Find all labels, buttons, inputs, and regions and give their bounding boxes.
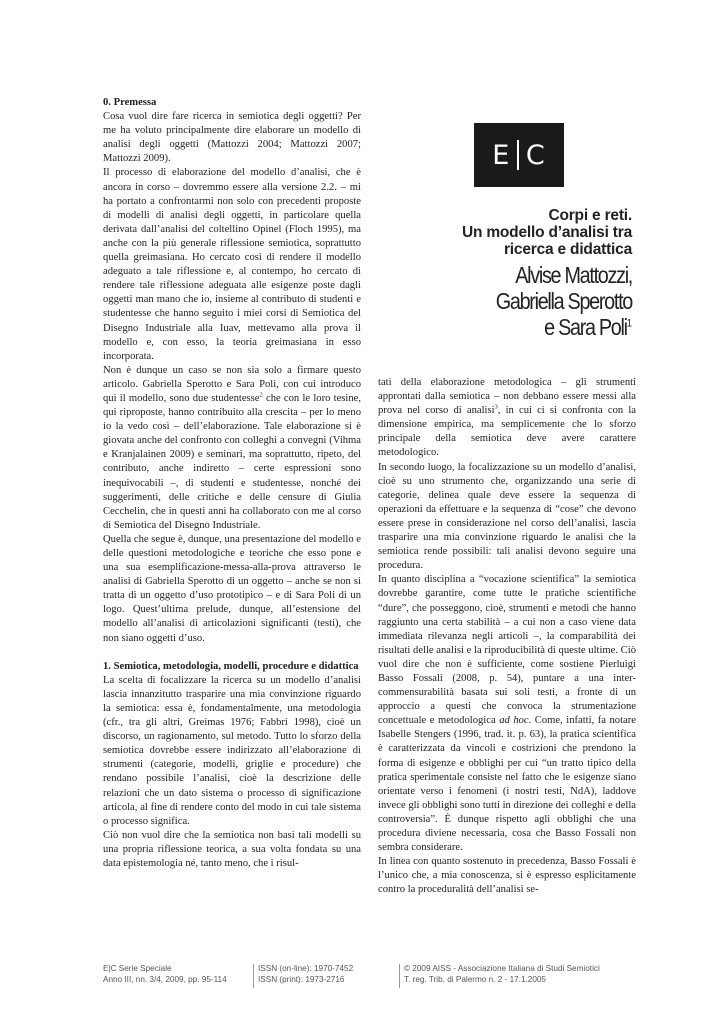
footer-line: © 2009 AISS - Associazione Italiana di Studi Semiotici — [404, 964, 600, 973]
footer-journal-info — [103, 964, 248, 988]
title-line: ricerca e didattica — [503, 241, 632, 258]
author-line — [426, 314, 632, 340]
paragraph: In linea con quanto sostenuto in precedenza, Basso Fossali è l’unico che, a mia conoscenza, si è espresso esplicitamente contro la proceduralità dell’analisi se- — [378, 856, 636, 896]
footer-line: ISSN (on-line): 1970-7452 — [258, 964, 354, 973]
italic-text: ad hoc — [499, 715, 529, 727]
text-run: In quanto disciplina a “vocazione scientifica” la semiotica dovrebbe garantire, come tutte le pratiche scientifiche “dure”, che posseggono, cioè, strumenti e metodi che hanno raggiunto una certa stabilità – a cui non a caso viene data immediata rilevanza negli articoli –, la comparabilità dei risultati delle analisi e la riproducibilità di queste ultime. Ciò vuol dire che non è sufficiente, come sostiene Pierluigi Basso Fossali (2008, p. 54), puntare a una inter-commensurabilità basata sui soli testi, a fronte di un approccio a questi che convoca la strumentazione concettuale e metodologica — [378, 574, 636, 727]
title-line: Corpi e reti. — [548, 207, 632, 224]
text-run: che con le loro tesine, qui riproposte, hanno contribuito alla crescita – per lo meno io la vedo così – dell’elaborazione. Tale elaborazione si è giovata anche del confronto con colleghi a convegni (Vihma e Kranjalainen 2009) e seminari, ma soprattutto, ripeto, del contributo, anche indiretto – certe espressioni sono inequivocabili –, di studenti e studentesse, nonché dei suggerimenti, delle critiche e delle censure di Giulia Cecchelin, che in questi anni ha collaborato con me al corso di Semiotica del Disegno Industriale. — [103, 392, 361, 531]
paragraph: La scelta di focalizzare la ricerca su un modello d’analisi lascia innanzitutto trasparire una mia convinzione riguardo la semiotica: essa è, fondamentalmente, una metodologia (cfr., tra gli altri, Greimas 1976; Fabbri 1998), cioè un discorso, un ragionamento, sul metodo. Tutto lo sforzo della semiotica dovrebbe essere indirizzato all’elaborazione di strumenti (categorie, modelli, griglie e procedure) che rendano possibile l’analisi, cioè la descrizione delle relazioni che un dato sistema o processo di significazione articola, al fine di rendere conto del modo in cui tale sistema o processo significa. — [103, 674, 361, 827]
footer-line: E|C Serie Speciale — [103, 964, 172, 973]
text-run: Non è dunque un caso se non sia solo a firmare questo articolo. Gabriella Sperotto e Sara Poli, con cui introduco qui il modello, sono due studentesse — [103, 364, 361, 404]
footer-issn — [253, 964, 398, 988]
footer-copyright — [399, 964, 654, 988]
logo-divider — [517, 140, 519, 170]
section-heading-0: 0. Premessa — [103, 97, 157, 108]
right-column — [378, 376, 636, 897]
paragraph: Ciò non vuol dire che la semiotica non basi tali modelli su una propria riflessione teorica, a sua volta fondata su una data epistemologia né, tanto meno, che i risul- — [103, 829, 361, 869]
footnote-ref[interactable]: 3 — [494, 403, 498, 411]
logo-letter-e: E — [492, 139, 511, 171]
footer-line: ISSN (print): 1973-2716 — [258, 974, 345, 984]
author-line: Alvise Mattozzi, — [515, 262, 632, 288]
footnote-ref[interactable]: 2 — [259, 391, 263, 399]
author-line: Gabriella Sperotto — [495, 288, 632, 314]
footer-line: T. reg. Trib. di Palermo n. 2 - 17.1.2005 — [404, 974, 546, 984]
journal-logo — [474, 123, 564, 187]
left-column — [103, 96, 361, 871]
article-authors — [426, 262, 632, 340]
author-name: e Sara Poli — [544, 314, 627, 340]
paragraph: In secondo luogo, la focalizzazione su un modello d’analisi, cioè su uno strumento che, organizzando una serie di categorie, delinea quale deve essere la sequenza di operazioni da effettuare e la sequenza di “cose” che devono essere prese in considerazione nel corso dell’analisi, lascia trasparire una mia convinzione riguardo le analisi che la semiotica rende possibili: tali analisi devono seguire una procedura. — [378, 461, 636, 572]
paragraph — [378, 573, 636, 855]
text-run: tati della elaborazione metodologica – gli strumenti approntati dalla semiotica – non debbano essere messi alla prova nel corso di analisi — [378, 377, 636, 417]
footnote-ref[interactable]: 1 — [626, 317, 632, 330]
paragraph: Il processo di elaborazione del modello d’analisi, che è ancora in corso – dovremmo essere alla versione 2.2. – mi ha portato a confrontarmi non solo con precedenti proposte di modelli di analisi degli oggetti, in particolare quella derivata dall’analisi del coltellino Opinel (Floch 1995), ma anche con la più generale riflessione semiotica, soprattutto quella greimasiana. Ho cercato così di rendere il modello adeguato a tale riflessione e, al contempo, ho cercato di rendere tale riflessione adeguata alle esigenze poste dagli oggetti man mano che io, insieme al contributo di studenti e studentesse che hanno seguito i miei corsi di Semiotica del Disegno Industriale alla Iuav, mettevamo alla prova il modello e, con esso, la teoria greimasiana in esso incorporata. — [103, 167, 361, 362]
logo-letter-c: C — [525, 139, 546, 171]
paragraph: Quella che segue è, dunque, una presentazione del modello e delle questioni metodologiche e teoriche che esso pone e una sua esemplificazione-messa-alla-prova attraverso le analisi di Gabriella Sperotto di un oggetto – anche se non si tratta di un oggetto d’uso prototipico – e di Sara Poli di un logo. Quest’ultima prelude, dunque, all’estensione del modello all’analisi di articolazioni significanti (testi), che non siano oggetti d’uso. — [103, 533, 361, 644]
footer-line: Anno III, nn. 3/4, 2009, pp. 95-114 — [103, 974, 227, 984]
article-title — [402, 207, 632, 258]
text-run: , in cui ci si confronta con la dimensione empirica, ma semplicemente che lo sforzo principale della semiotica deve avere carattere metodologico. — [378, 405, 636, 459]
page-footer — [103, 964, 643, 992]
title-line: Un modello d’analisi tra — [461, 224, 632, 241]
paragraph: Cosa vuol dire fare ricerca in semiotica degli oggetti? Per me ha voluto principalmente dire elaborare un modello di analisi degli oggetti (Mattozzi 2004; Mattozzi 2007; Mattozzi 2009). — [103, 111, 361, 165]
text-run: . Come, infatti, fa notare Isabelle Stengers (1996, trad. it. p. 63), la pratica scientifica è caratterizzata da vincoli e costrizioni che prendono la forma di esigenze e obblighi per cui “un tratto tipico della pratica sperimentale consiste nel fatto che le esigenze siano orientate verso i fenomeni (i nostri testi, NdA), laddove invece gli obblighi sono tutti in direzione dei colleghi e della controversia”. È dunque rispetto agli obblighi che una procedura diviene necessaria, cosa che Basso Fossali non sembra considerare. — [378, 715, 636, 854]
section-heading-1: 1. Semiotica, metodologia, modelli, procedure e didattica — [103, 660, 359, 672]
paragraph — [103, 364, 361, 533]
paragraph — [378, 376, 636, 461]
